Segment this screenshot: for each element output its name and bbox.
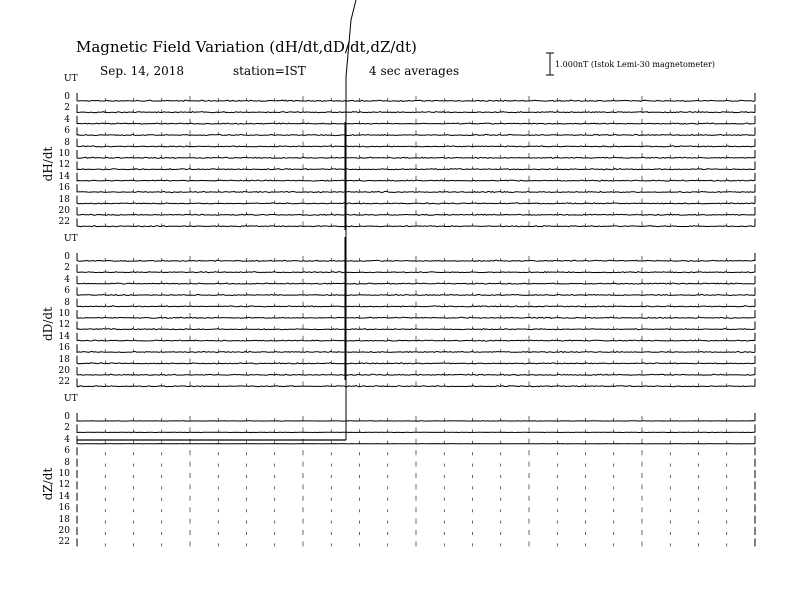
hour-tick-label: 22 bbox=[58, 377, 70, 388]
hour-tick-label: 2 bbox=[64, 263, 70, 274]
hour-tick-label: 18 bbox=[58, 354, 70, 365]
data-trace bbox=[77, 226, 755, 227]
data-trace bbox=[77, 329, 755, 330]
hour-tick-label: 8 bbox=[64, 297, 70, 308]
data-trace bbox=[77, 294, 755, 295]
ut-label: UT bbox=[64, 74, 78, 84]
hour-tick-label: 8 bbox=[64, 137, 70, 148]
data-trace bbox=[77, 340, 755, 341]
hour-tick-label: 6 bbox=[64, 286, 70, 297]
data-trace bbox=[77, 169, 755, 170]
hour-tick-label: 12 bbox=[58, 480, 70, 491]
hour-tick-label: 14 bbox=[58, 171, 70, 182]
spike-trace bbox=[346, 0, 356, 440]
hour-tick-label: 0 bbox=[64, 92, 70, 102]
scale-bar-label: 1.000nT (Istok Lemi-30 magnetometer) bbox=[555, 60, 715, 69]
station-label: station=IST bbox=[233, 64, 306, 78]
hour-tick-label: 2 bbox=[64, 423, 70, 434]
hour-tick-label: 0 bbox=[64, 252, 70, 262]
hour-tick-label: 12 bbox=[58, 320, 70, 331]
hour-tick-label: 2 bbox=[64, 103, 70, 114]
chart-title: Magnetic Field Variation (dH/dt,dD/dt,dZ/dt) bbox=[76, 38, 417, 56]
data-trace bbox=[77, 191, 755, 192]
hour-tick-label: 4 bbox=[64, 274, 70, 285]
ut-label: UT bbox=[64, 394, 78, 404]
date-label: Sep. 14, 2018 bbox=[100, 64, 185, 78]
data-trace bbox=[77, 283, 755, 284]
data-trace bbox=[77, 351, 755, 352]
data-trace bbox=[77, 134, 755, 135]
ut-label: UT bbox=[64, 234, 78, 244]
hour-tick-label: 10 bbox=[58, 309, 70, 319]
data-trace bbox=[77, 386, 755, 387]
data-trace bbox=[77, 100, 755, 101]
panel-axis-label: dH/dt bbox=[41, 147, 55, 182]
hour-tick-label: 22 bbox=[58, 537, 70, 548]
hour-tick-label: 16 bbox=[58, 183, 70, 194]
hour-tick-label: 22 bbox=[58, 217, 70, 228]
data-trace bbox=[77, 203, 755, 204]
hour-tick-label: 6 bbox=[64, 126, 70, 137]
hour-tick-label: 10 bbox=[58, 149, 70, 159]
hour-tick-label: 8 bbox=[64, 457, 70, 468]
data-trace bbox=[77, 272, 755, 273]
hour-tick-label: 4 bbox=[64, 114, 70, 125]
averaging-label: 4 sec averages bbox=[369, 64, 460, 78]
hour-tick-label: 16 bbox=[58, 503, 70, 514]
data-trace bbox=[77, 214, 755, 215]
data-trace bbox=[77, 363, 755, 364]
hour-tick-label: 4 bbox=[64, 434, 70, 445]
hour-tick-label: 20 bbox=[58, 526, 70, 536]
hour-tick-label: 20 bbox=[58, 366, 70, 376]
data-trace bbox=[77, 180, 755, 181]
hour-tick-label: 0 bbox=[64, 412, 70, 422]
hour-tick-label: 16 bbox=[58, 343, 70, 354]
panel-axis-label: dD/dt bbox=[41, 307, 55, 342]
hour-tick-label: 10 bbox=[58, 469, 70, 479]
hour-tick-label: 14 bbox=[58, 331, 70, 342]
hour-tick-label: 6 bbox=[64, 446, 70, 457]
hour-tick-label: 20 bbox=[58, 206, 70, 216]
hour-tick-label: 18 bbox=[58, 194, 70, 205]
panel-axis-label: dZ/dt bbox=[41, 468, 55, 501]
hour-tick-label: 18 bbox=[58, 514, 70, 525]
hour-tick-label: 12 bbox=[58, 160, 70, 171]
data-trace bbox=[77, 374, 755, 375]
hour-tick-label: 14 bbox=[58, 491, 70, 502]
